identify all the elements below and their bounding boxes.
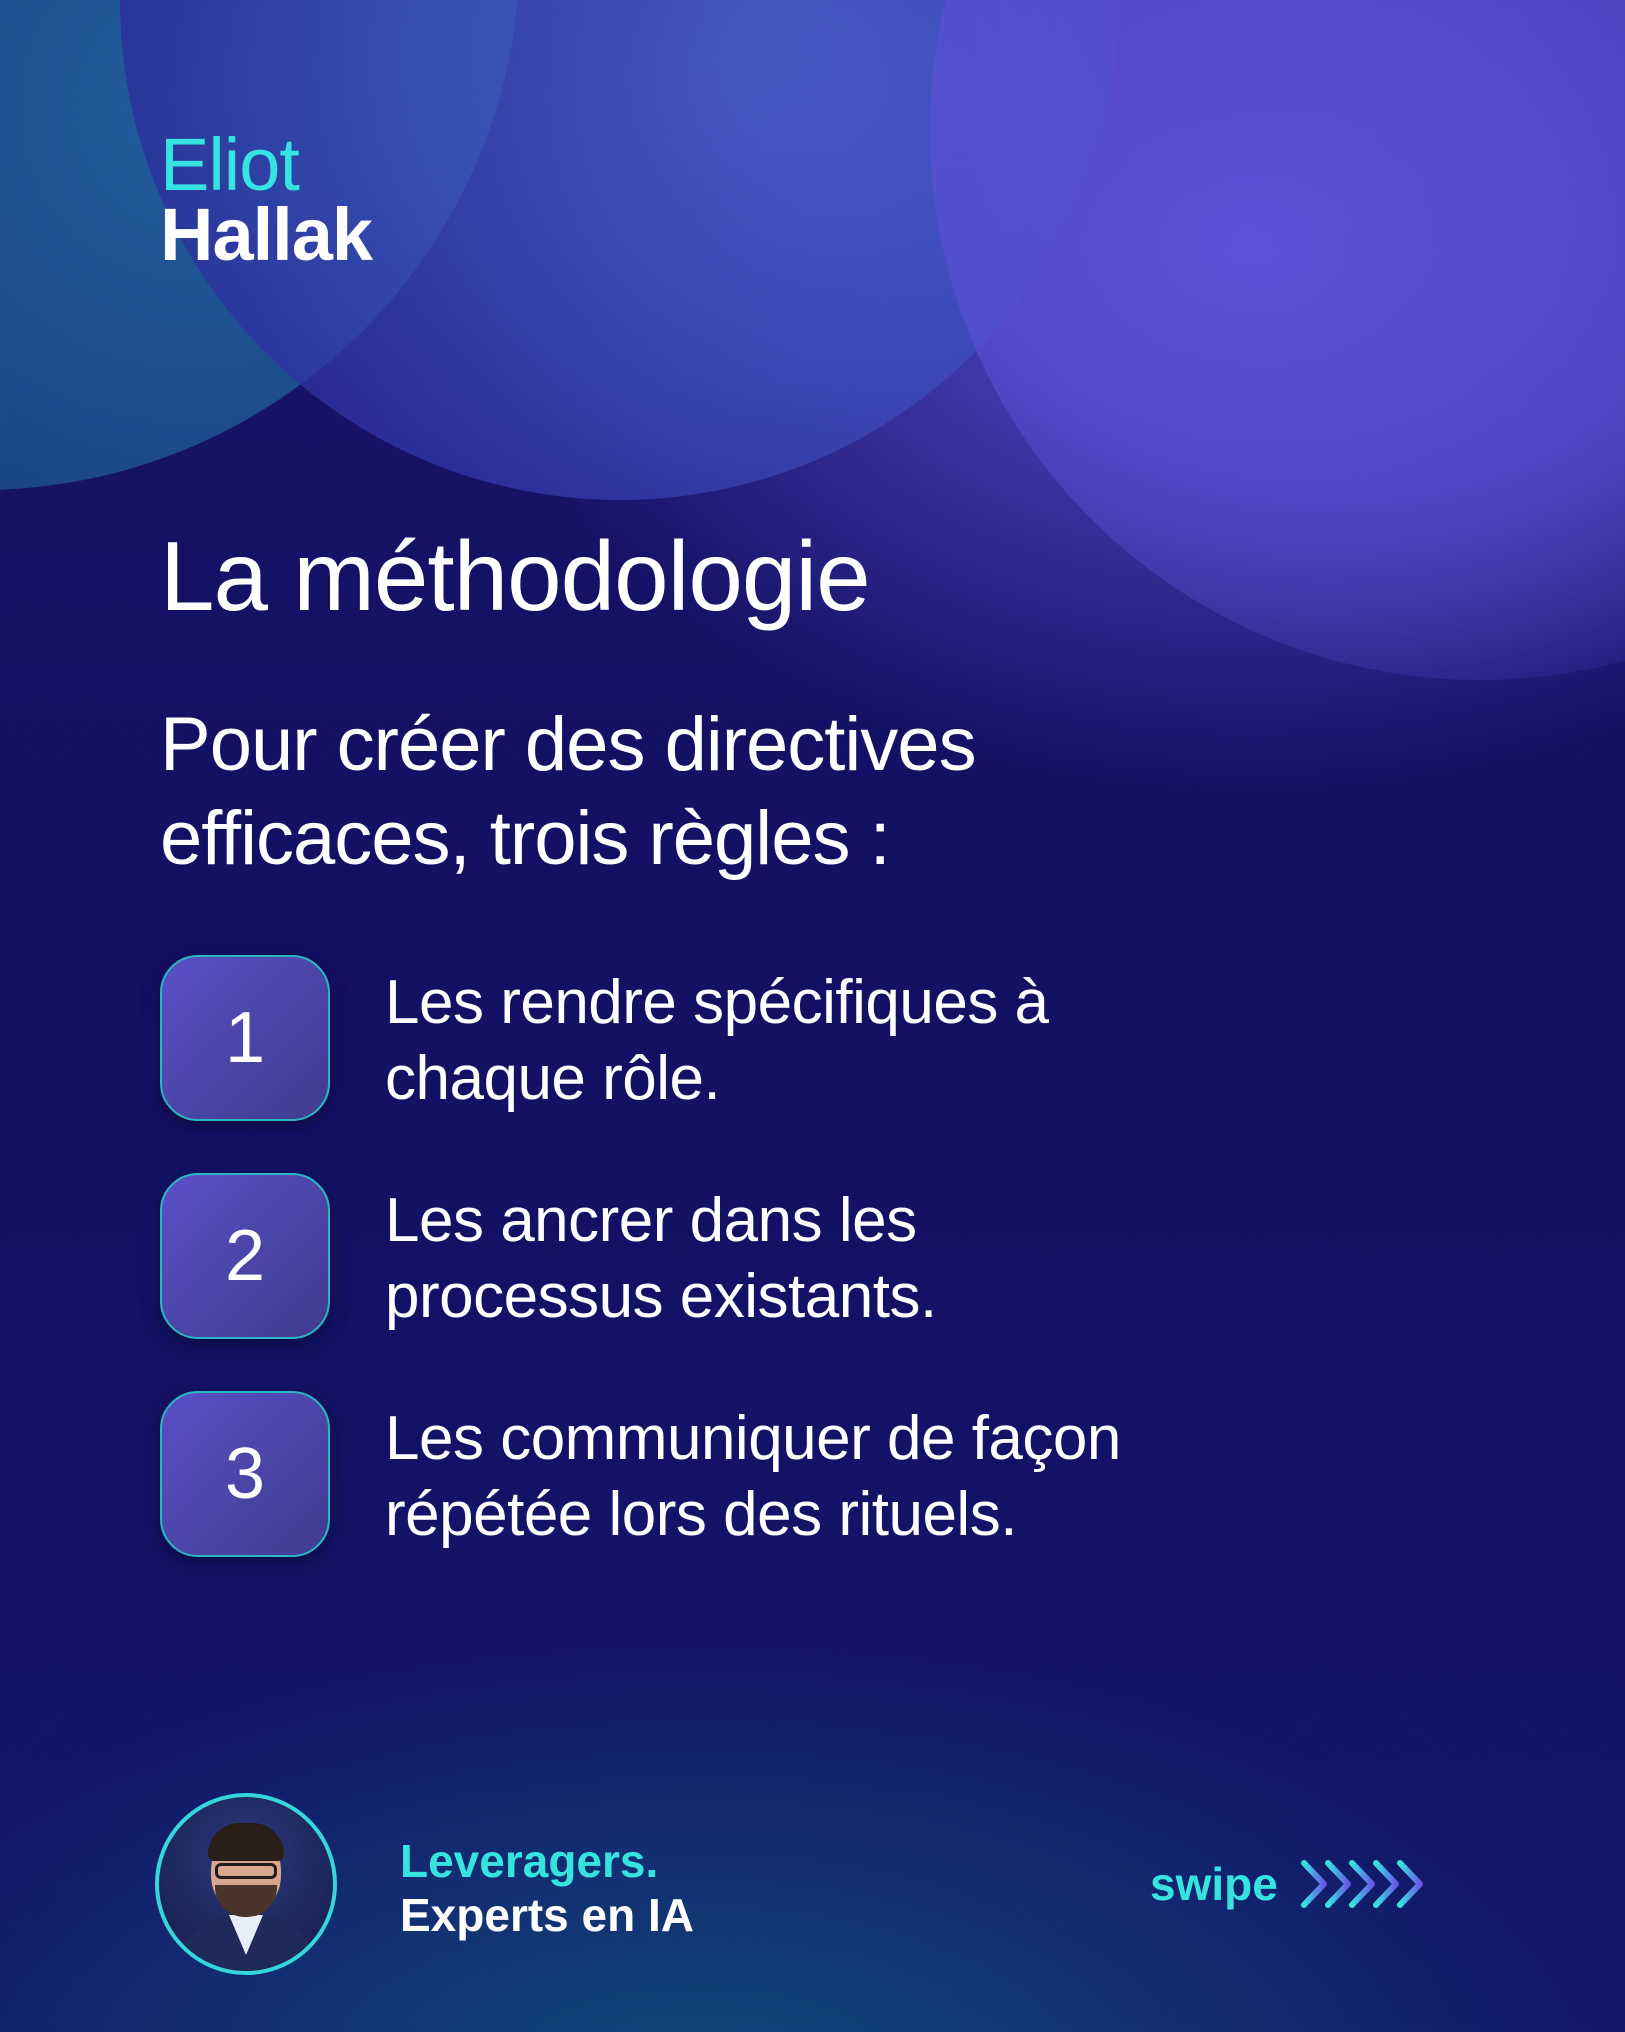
avatar-glasses: [215, 1863, 277, 1879]
subtitle-line-2: efficaces, trois règles :: [160, 796, 890, 881]
company-name: Leveragers.: [400, 1835, 659, 1887]
rule-text-line-1: Les rendre spécifiques à: [385, 968, 1049, 1037]
author-last-name: Hallak: [160, 193, 373, 276]
rule-text: [385, 965, 1465, 1117]
decorative-circle-right: [930, 0, 1625, 680]
rule-item-3: [160, 1391, 1480, 1561]
avatar-beard: [215, 1885, 277, 1917]
rule-text-line-1: Les ancrer dans les: [385, 1186, 917, 1255]
rule-text: [385, 1183, 1465, 1335]
rule-number-badge: 1: [160, 955, 330, 1121]
rule-text-line-2: répétée lors des rituels.: [385, 1480, 1017, 1549]
author-avatar: [155, 1793, 337, 1975]
page-subtitle: [160, 698, 1360, 886]
author-brand: [160, 123, 373, 276]
chevrons-right-icon: [1298, 1857, 1448, 1911]
rule-text-line-2: chaque rôle.: [385, 1044, 721, 1113]
swipe-button[interactable]: [1150, 1857, 1448, 1911]
subtitle-line-1: Pour créer des directives: [160, 702, 976, 787]
avatar-hair: [208, 1823, 284, 1861]
rule-text: [385, 1401, 1465, 1553]
rule-number-badge: 2: [160, 1173, 330, 1339]
rule-item-1: [160, 955, 1480, 1125]
company-tagline: Experts en IA: [400, 1889, 694, 1941]
company-block: [400, 1835, 694, 1941]
rule-text-line-1: Les communiquer de façon: [385, 1404, 1121, 1473]
rule-item-2: [160, 1173, 1480, 1343]
swipe-label: swipe: [1150, 1858, 1278, 1910]
rule-text-line-2: processus existants.: [385, 1262, 937, 1331]
page-title: La méthodologie: [160, 521, 870, 631]
rule-number-badge: 3: [160, 1391, 330, 1557]
author-first-name: Eliot: [160, 123, 299, 206]
